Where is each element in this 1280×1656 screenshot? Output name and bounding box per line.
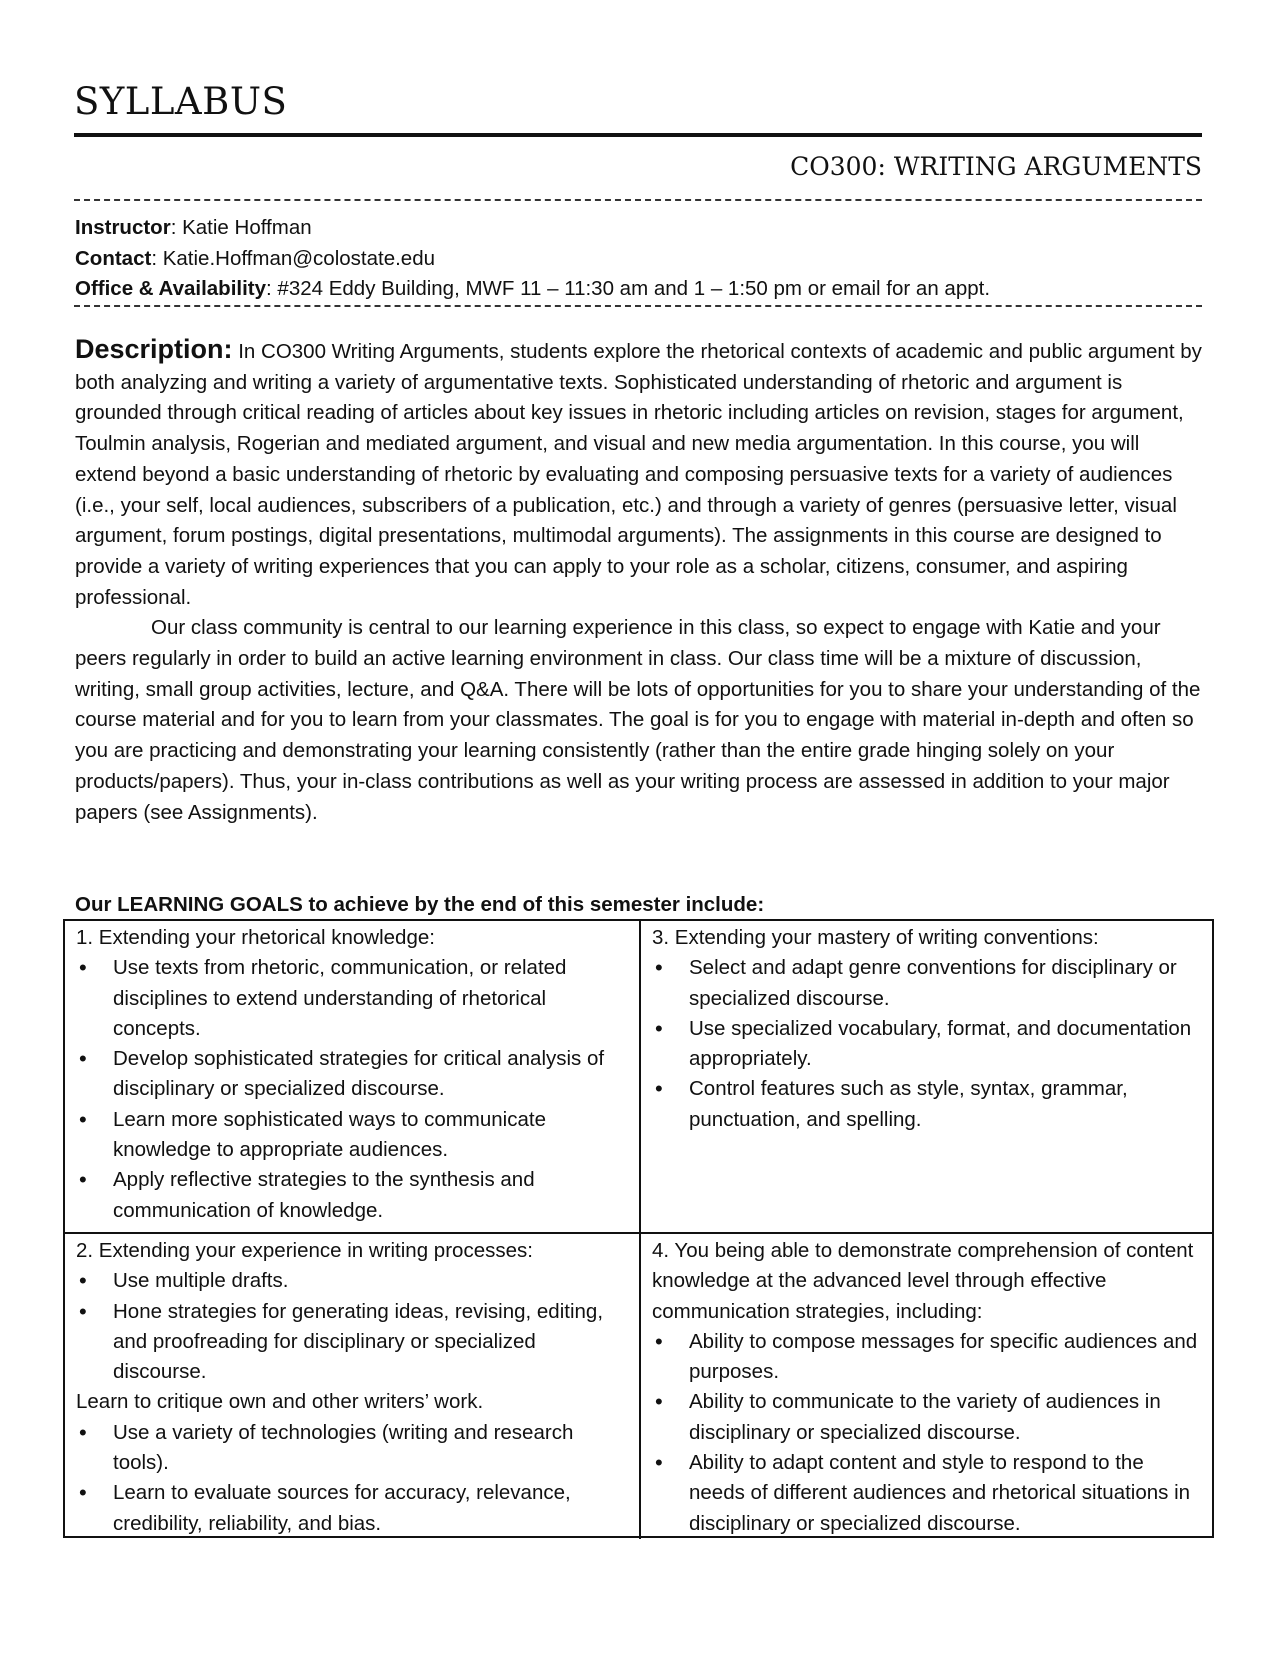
goal-cell-writing-conventions [641, 921, 1212, 1234]
description-text-1: In CO300 Writing Arguments, students explore the rhetorical contexts of academic and public argument by both analyzing and writing a variety of argumentative texts. Sophisticated understanding of rhetoric and argument is grounded through critical reading of articles about key issues in rhetoric including articles on revision, stages for argument, Toulmin analysis, Rogerian and mediated argument, and visual and new media argumentation. In this course, you will extend beyond a basic understanding of rhetoric by evaluating and composing persuasive texts for a variety of audiences (i.e., your self, local audiences, subscribers of a publication, etc.) and through a variety of genres (persuasive letter, visual argument, forum postings, digital presentations, multimodal arguments). The assignments in this course are designed to provide a variety of writing experiences that you can apply to your role as a scholar, citizens, consumer, and aspiring professional. [75, 340, 1202, 609]
title-rule [74, 133, 1202, 137]
goal-item: • Hone strategies for generating ideas, revising, editing, and proofreading for disciplinary or specialized discourse. [76, 1297, 629, 1388]
dashed-divider-top [74, 199, 1202, 201]
goal-title: 2. Extending your experience in writing processes: [76, 1239, 533, 1262]
contact-email: Katie.Hoffman@colostate.edu [162, 246, 436, 270]
contact-line: Contact: Katie.Hoffman@colostate.edu [75, 246, 436, 270]
goal-item: • Select and adapt genre conventions for disciplinary or specialized discourse. [652, 953, 1202, 1014]
goal-item: • Ability to adapt content and style to respond to the needs of different audiences and rhetorical situations in disciplinary or specialized discourse. [652, 1448, 1202, 1539]
goal-cell-rhetorical-knowledge [65, 921, 641, 1234]
goal-cell-content-knowledge [641, 1234, 1212, 1539]
goal-item: • Use multiple drafts. [76, 1266, 629, 1296]
course-title: CO300: WRITING ARGUMENTS [790, 152, 1202, 181]
learning-goals-table [63, 919, 1214, 1538]
description-paragraph-2: Our class community is central to our learning experience in this class, so expect to engage with Katie and your peers regularly in order to build an active learning environment in class. Our class time will be a mixture of discussion, writing, small group activities, lecture, and Q&A. There will be lots of opportunities for you to share your understanding of the course material and for you to learn from your classmates. The goal is for you to engage with material in-depth and often so you are practicing and demonstrating your learning consistently (rather than the entire grade hinging solely on your products/papers). Thus, your in-class contributions as well as your writing process are assessed in addition to your major papers (see Assignments). [75, 616, 1201, 824]
instructor-info [75, 213, 1203, 305]
description-paragraph-1 [75, 334, 1203, 613]
goal-item: • Ability to compose messages for specific audiences and purposes. [652, 1327, 1202, 1388]
goal-plain-line: Learn to critique own and other writers’ work. [76, 1390, 484, 1414]
goal-item: • Use texts from rhetoric, communication, or related disciplines to extend understanding of rhetorical concepts. [76, 953, 629, 1044]
goal-list [76, 1418, 629, 1539]
goal-list [652, 953, 1202, 1135]
goal-item: • Apply reflective strategies to the synthesis and communication of knowledge. [76, 1165, 629, 1226]
dashed-divider-bottom [74, 305, 1202, 307]
office-label: Office & Availability [75, 277, 267, 300]
office-line: Office & Availability: #324 Eddy Building, MWF 11 – 11:30 am and 1 – 1:50 pm or email for an appt. [75, 277, 991, 300]
goal-title: 4. You being able to demonstrate comprehension of content knowledge at the advanced level through effective communication strategies, including: [652, 1239, 1194, 1323]
goal-list [652, 1327, 1202, 1539]
instructor-line: Instructor: Katie Hoffman [75, 216, 312, 239]
goal-item: • Use specialized vocabulary, format, and documentation appropriately. [652, 1014, 1202, 1075]
goal-title: 3. Extending your mastery of writing conventions: [652, 926, 1099, 949]
goal-item: • Ability to communicate to the variety of audiences in disciplinary or specialized discourse. [652, 1387, 1202, 1448]
contact-label: Contact [75, 246, 152, 270]
office-hours: #324 Eddy Building, MWF 11 – 11:30 am and 1 – 1:50 pm or email for an appt. [277, 277, 991, 300]
page-title: SYLLABUS [74, 80, 288, 123]
goal-title: 1. Extending your rhetorical knowledge: [76, 926, 435, 949]
learning-goals-heading: Our LEARNING GOALS to achieve by the end of this semester include: [75, 893, 765, 916]
goal-item: • Learn to evaluate sources for accuracy, relevance, credibility, reliability, and bias. [76, 1478, 629, 1539]
goal-item: • Learn more sophisticated ways to communicate knowledge to appropriate audiences. [76, 1105, 629, 1166]
goal-list [76, 1266, 629, 1387]
description-label: Description: [75, 334, 233, 364]
description-section [75, 334, 1203, 828]
goal-item: • Develop sophisticated strategies for critical analysis of disciplinary or specialized discourse. [76, 1044, 629, 1105]
instructor-name: Katie Hoffman [182, 216, 312, 239]
goal-list [76, 953, 629, 1226]
goal-item: • Use a variety of technologies (writing and research tools). [76, 1418, 629, 1479]
goal-item: • Control features such as style, syntax, grammar, punctuation, and spelling. [652, 1074, 1202, 1135]
instructor-label: Instructor [75, 216, 171, 239]
goal-cell-writing-processes [65, 1234, 641, 1539]
